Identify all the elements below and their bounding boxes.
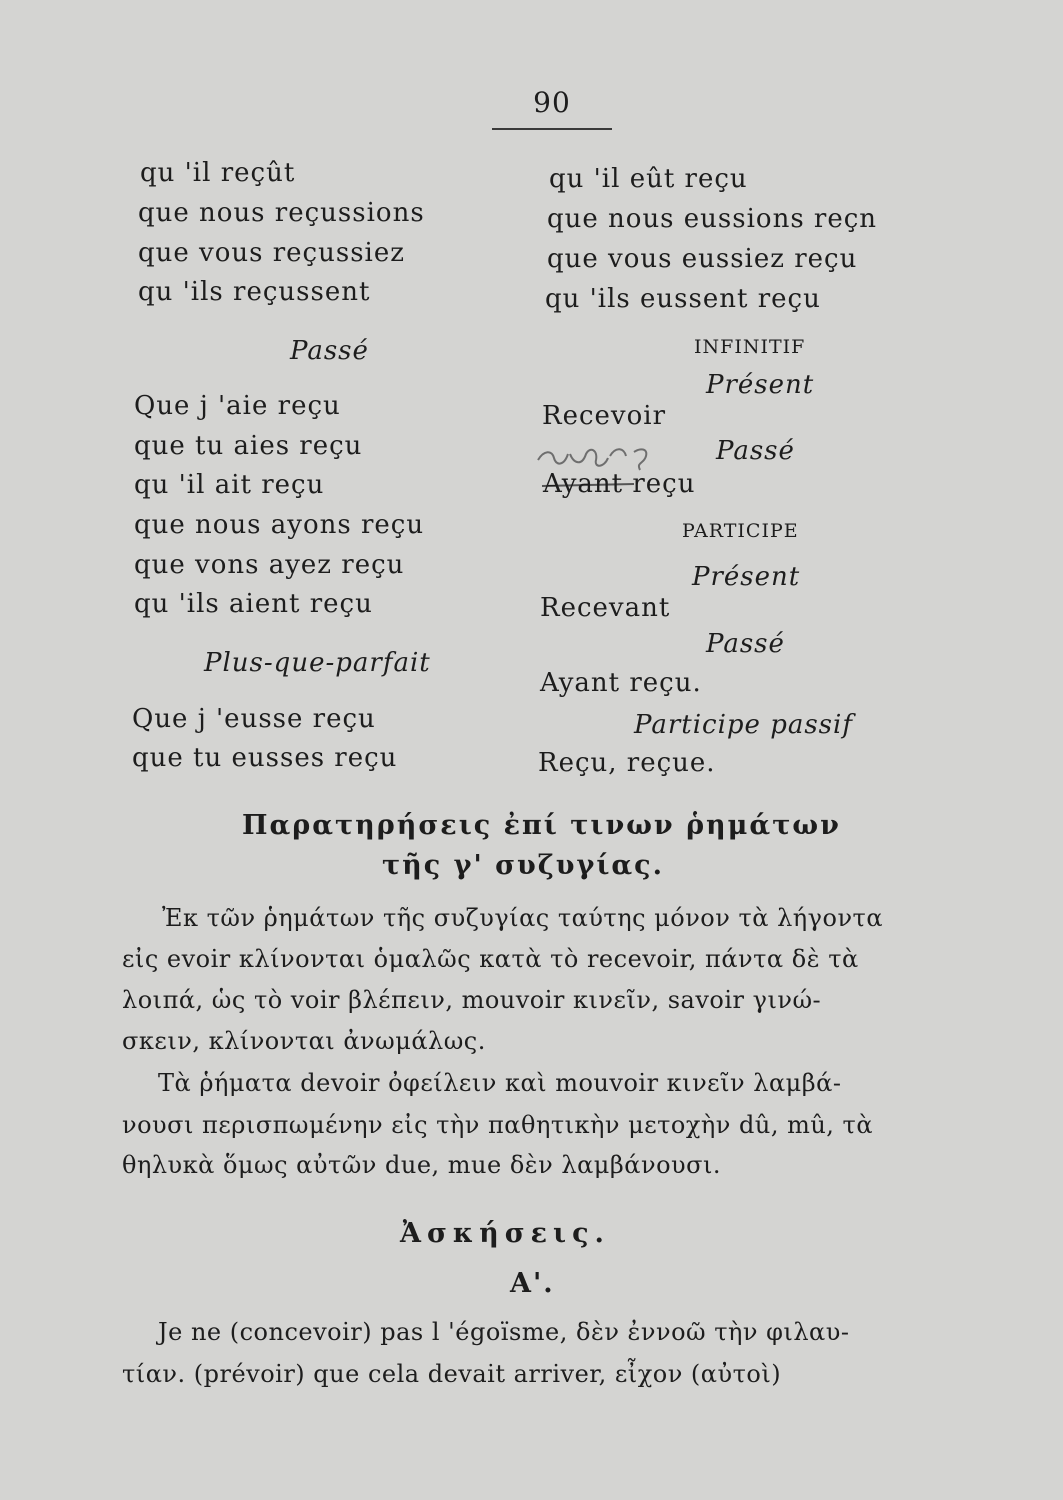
tense-heading-passe: Passé: [716, 436, 795, 466]
mood-heading-participe: PARTICIPE: [682, 520, 799, 542]
tense-heading-plus-que-parfait: Plus-que-parfait: [204, 648, 431, 678]
tense-heading-participe-passif: Participe passif: [634, 710, 853, 740]
paragraph-line: λοιπά, ὡς τὸ voir βλέπειν, mouvoir κινεῖν, savoir γινώ-: [122, 986, 822, 1014]
infinitive-value: Recevoir: [542, 401, 666, 431]
exercise-line: τίαν. (prévoir) que cela devait arriver, εἶχον (αὐτοὶ): [122, 1360, 782, 1388]
conjugation-line: qu 'il reçût: [140, 158, 296, 188]
conjugation-line: que nous reçussions: [138, 198, 425, 228]
infinitive-past-value: Ayant reçu: [543, 469, 696, 499]
conjugation-line: que nous ayons reçu: [134, 510, 425, 540]
conjugation-line: Que j 'aie reçu: [134, 391, 341, 421]
paragraph-line: θηλυκὰ ὅμως αὐτῶν due, mue δὲν λαμβάνουσι.: [122, 1151, 722, 1179]
participle-present-value: Recevant: [540, 593, 671, 623]
paragraph-line: σκειν, κλίνονται ἀνωμάλως.: [122, 1027, 486, 1055]
exercise-line: Je ne (concevoir) pas l 'égoïsme, δὲν ἐννοῶ τὴν φιλαυ-: [158, 1318, 850, 1346]
conjugation-line: que vous reçussiez: [138, 238, 405, 268]
passive-participle-value: Reçu, reçue.: [538, 748, 716, 778]
paragraph-line: Τὰ ῥήματα devoir ὀφείλειν καὶ mouvoir κινεῖν λαμβά-: [158, 1069, 842, 1097]
paragraph-line: Ἐκ τῶν ῥημάτων τῆς συζυγίας ταύτης μόνον τὰ λήγοντα: [162, 904, 884, 932]
section-title: τῆς γ' συζυγίας.: [382, 850, 665, 881]
paragraph-line: εἰς evoir κλίνονται ὁμαλῶς κατὰ τὸ recevoir, πάντα δὲ τὰ: [122, 945, 859, 973]
conjugation-line: qu 'ils reçussent: [138, 277, 371, 307]
section-title: Παρατηρήσεις ἐπί τινων ῥημάτων: [242, 810, 841, 841]
exercises-subtitle: Α'.: [510, 1268, 555, 1299]
conjugation-line: qu 'il ait reçu: [134, 470, 325, 500]
conjugation-line: qu 'il eût reçu: [549, 164, 748, 194]
conjugation-line: que tu aies reçu: [134, 431, 363, 461]
conjugation-line: que vons ayez reçu: [134, 550, 405, 580]
conjugation-line: que nous eussions reçn: [547, 204, 878, 234]
conjugation-line: que vous eussiez reçu: [547, 244, 858, 274]
paragraph-line: νουσι περισπωμένην εἰς τὴν παθητικὴν μετοχὴν dû, mû, τὰ: [122, 1111, 874, 1139]
conjugation-line: Que j 'eusse reçu: [132, 704, 376, 734]
exercises-title: Ἀσκήσεις.: [400, 1218, 610, 1249]
page-number: 90: [533, 86, 571, 119]
conjugation-line: qu 'ils aient reçu: [134, 589, 373, 619]
conjugation-line: que tu eusses reçu: [132, 743, 398, 773]
participle-past-value: Ayant reçu.: [540, 668, 702, 698]
tense-heading-present: Présent: [706, 370, 815, 400]
tense-heading-present: Présent: [692, 562, 801, 592]
mood-heading-infinitif: INFINITIF: [694, 336, 806, 358]
tense-heading-passe: Passé: [290, 336, 369, 366]
tense-heading-passe: Passé: [706, 629, 785, 659]
page-number-rule: [492, 128, 612, 130]
conjugation-line: qu 'ils eussent reçu: [545, 284, 821, 314]
